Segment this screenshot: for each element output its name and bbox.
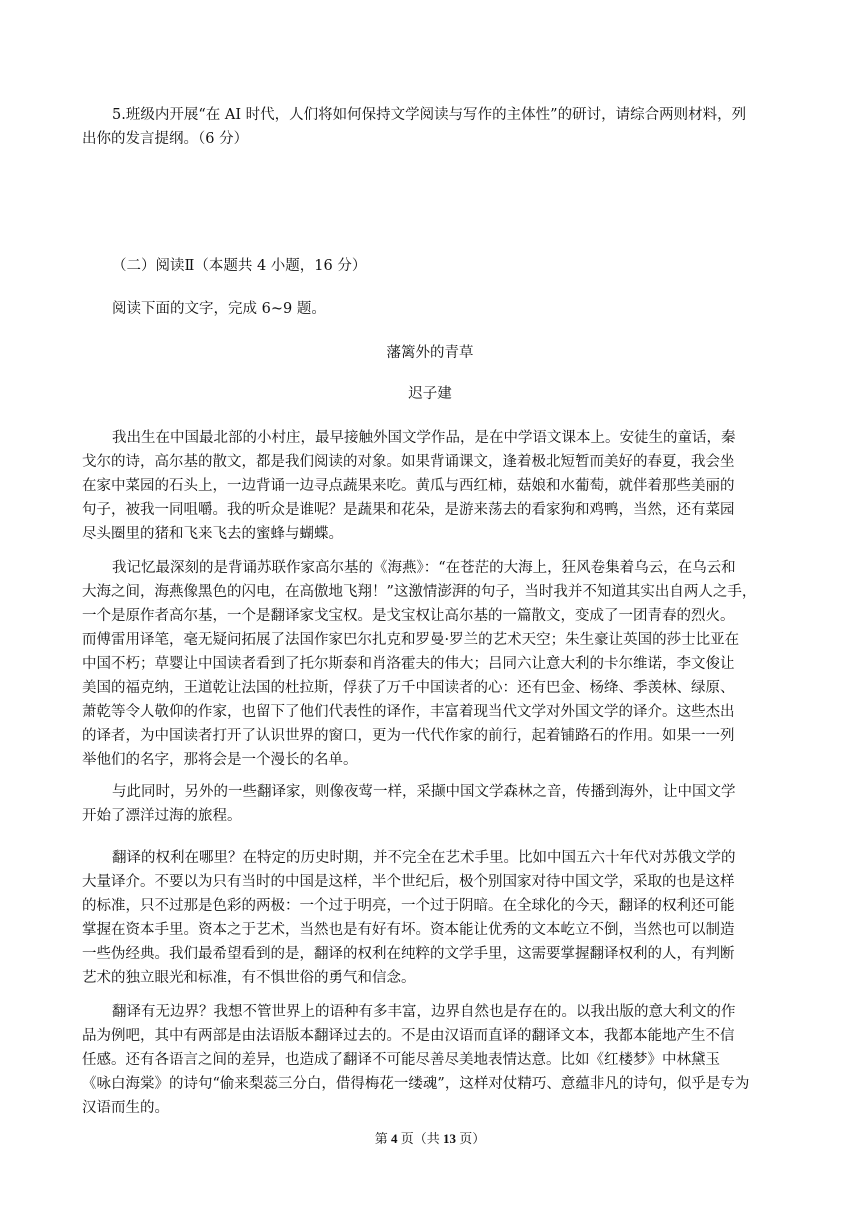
footer-total-pages: 13: [443, 1131, 456, 1146]
paragraph-line: 艺术的独立眼光和标准，有不惧世俗的勇气和信念。: [82, 970, 416, 986]
paragraph-line: 我记忆最深刻的是背诵苏联作家高尔基的《海燕》：“在苍茫的大海上，狂风卷集着乌云，在乌云和: [112, 560, 736, 576]
paragraph-line: 戈尔的诗，高尔基的散文，都是我们阅读的对象。如果背诵课文，逢着极北短暂而美好的春夏，我会坐: [82, 454, 735, 470]
paragraph-line: 一个是原作者高尔基，一个是翻译家戈宝权。是戈宝权让高尔基的一篇散文，变成了一团青春的烈火。: [82, 608, 735, 624]
article-paragraph-4: [82, 846, 782, 990]
paragraph-line: 句子，被我一同咀嚼。我的听众是谁呢？是蔬果和花朵，是游来荡去的看家狗和鸡鸭，当然，还有菜园: [82, 502, 735, 518]
paragraph-line: 举他们的名字，那将会是一个漫长的名单。: [82, 752, 358, 768]
paragraph-line: 尽头圈里的猪和飞来飞去的蜜蜂与蝴蝶。: [82, 526, 343, 542]
paragraph-line: 一些伪经典。我们最希望看到的是，翻译的权利在纯粹的文学手里，这需要掌握翻译权利的人，有判断: [82, 946, 735, 962]
paragraph-line: 在家中菜园的石头上，一边背诵一边寻点蔬果来吃。黄瓜与西红柿，菇娘和水葡萄，就伴着那些美丽的: [82, 478, 735, 494]
section-instruction: 阅读下面的文字，完成 6~9 题。: [112, 301, 326, 317]
question-5-line-2: 出你的发言提纲。（6 分）: [82, 131, 249, 147]
paragraph-line: 大海之间，海燕像黑色的闪电，在高傲地飞翔！”这激情澎湃的句子，当时我并不知道其实出自两人之手，: [82, 584, 757, 600]
paragraph-line: 品为例吧，其中有两部是由法语版本翻译过去的。不是由汉语而直译的翻译文本，我都本能地产生不信: [82, 1028, 735, 1044]
article-paragraph-2: [82, 556, 782, 772]
footer-suffix: 页）: [459, 1131, 486, 1146]
paragraph-line: 我出生在中国最北部的小村庄，最早接触外国文学作品，是在中学语文课本上。安徒生的童话，秦: [112, 430, 736, 446]
paragraph-line: 开始了漂洋过海的旅程。: [82, 808, 242, 824]
paragraph-line: 大量译介。不要以为只有当时的中国是这样，半个世纪后，极个别国家对待中国文学，采取的也是这样: [82, 874, 735, 890]
article-author: 迟子建: [408, 386, 452, 402]
paragraph-line: 汉语而生的。: [82, 1100, 169, 1116]
paragraph-line: 任感。还有各语言之间的差异，也造成了翻译不可能尽善尽美地表情达意。比如《红楼梦》中林黛玉: [82, 1052, 720, 1068]
section-heading: （二）阅读Ⅱ（本题共 4 小题，16 分）: [112, 258, 367, 274]
article-paragraph-5: [82, 1000, 782, 1120]
page-footer: [0, 1128, 860, 1147]
footer-middle: 页（共: [400, 1131, 440, 1146]
paragraph-line: 中国不朽；草婴让中国读者看到了托尔斯泰和肖洛霍夫的伟大；吕同六让意大利的卡尔维诺，李文俊让: [82, 656, 735, 672]
footer-prefix: 第: [374, 1131, 388, 1146]
paragraph-line: 而傅雷用译笔，毫无疑问拓展了法国作家巴尔扎克和罗曼·罗兰的艺术天空；朱生豪让英国的莎士比亚在: [82, 632, 740, 648]
paragraph-line: 的标准，只不过那是色彩的两极：一个过于明亮，一个过于阴暗。在全球化的今天，翻译的权利还可能: [82, 898, 735, 914]
paragraph-line: 翻译的权利在哪里？在特定的历史时期，并不完全在艺术手里。比如中国五六十年代对苏俄文学的: [112, 850, 736, 866]
paragraph-line: 翻译有无边界？我想不管世界上的语种有多丰富，边界自然也是存在的。以我出版的意大利文的作: [112, 1004, 736, 1020]
paragraph-line: 掌握在资本手里。资本之于艺术，当然也是有好有坏。资本能让优秀的文本屹立不倒，当然也可以制造: [82, 922, 735, 938]
paragraph-line: 与此同时，另外的一些翻译家，则像夜莺一样，采撷中国文学森林之音，传播到海外，让中国文学: [112, 784, 736, 800]
paragraph-line: 《咏白海棠》的诗句“偷来梨蕊三分白，借得梅花一缕魂”，这样对仗精巧、意蕴非凡的诗句，似乎是专为: [82, 1076, 750, 1092]
paragraph-line: 美国的福克纳，王道乾让法国的杜拉斯，俘获了万千中国读者的心：还有巴金、杨绛、季羡林、绿原、: [82, 680, 735, 696]
article-paragraph-3: [82, 780, 782, 828]
paragraph-line: 萧乾等令人敬仰的作家，也留下了他们代表性的译作，丰富着现当代文学对外国文学的译介。这些杰出: [82, 704, 735, 720]
question-5-line-1: 5.班级内开展“在 AI 时代，人们将如何保持文学阅读与写作的主体性”的研讨，请综合两则材料，列: [112, 107, 747, 123]
paragraph-line: 的译者，为中国读者打开了认识世界的窗口，更为一代代作家的前行，起着铺路石的作用。如果一一列: [82, 728, 735, 744]
article-title: 藩篱外的青草: [386, 345, 474, 361]
article-paragraph-1: [82, 426, 782, 546]
footer-page-number: 4: [390, 1131, 398, 1146]
